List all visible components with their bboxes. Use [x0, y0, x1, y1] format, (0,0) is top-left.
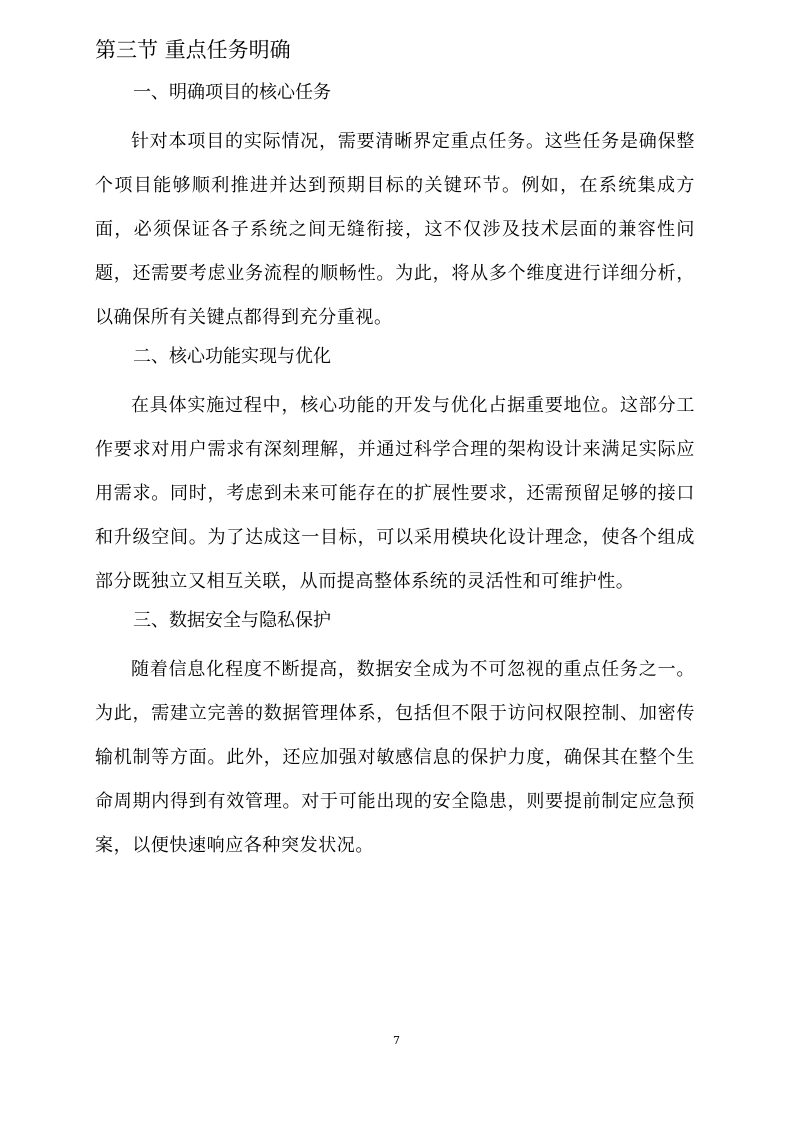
subsection-paragraph-2: 在具体实施过程中，核心功能的开发与优化占据重要地位。这部分工作要求对用户需求有深刻理解，并通过科学合理的架构设计来满足实际应用需求。同时，考虑到未来可能存在的扩展性要求，还需预留足够的接口和升级空间。为了达成这一目标，可以采用模块化设计理念，使各个组成部分既独立又相互关联，从而提高整体系统的灵活性和可维护性。: [95, 395, 695, 592]
subsection-heading-2: 二、核心功能实现与优化: [133, 346, 331, 367]
subsection-heading-1: 一、明确项目的核心任务: [133, 82, 331, 103]
page-number: 7: [393, 1034, 400, 1047]
subsection-paragraph-3: 随着信息化程度不断提高，数据安全成为不可忽视的重点任务之一。为此，需建立完善的数据管理体系，包括但不限于访问权限控制、加密传输机制等方面。此外，还应加强对敏感信息的保护力度，确保其在整个生命周期内得到有效管理。对于可能出现的安全隐患，则要提前制定应急预案，以便快速响应各种突发状况。: [95, 659, 695, 856]
subsection-heading-3: 三、数据安全与隐私保护: [133, 610, 331, 631]
section-title: 第三节 重点任务明确: [95, 38, 291, 62]
subsection-paragraph-1: 针对本项目的实际情况，需要清晰界定重点任务。这些任务是确保整个项目能够顺利推进并达到预期目标的关键环节。例如，在系统集成方面，必须保证各子系统之间无缝衔接，这不仅涉及技术层面的兼容性问题，还需要考虑业务流程的顺畅性。为此，将从多个维度进行详细分析，以确保所有关键点都得到充分重视。: [95, 131, 695, 328]
page-content: [95, 34, 695, 870]
